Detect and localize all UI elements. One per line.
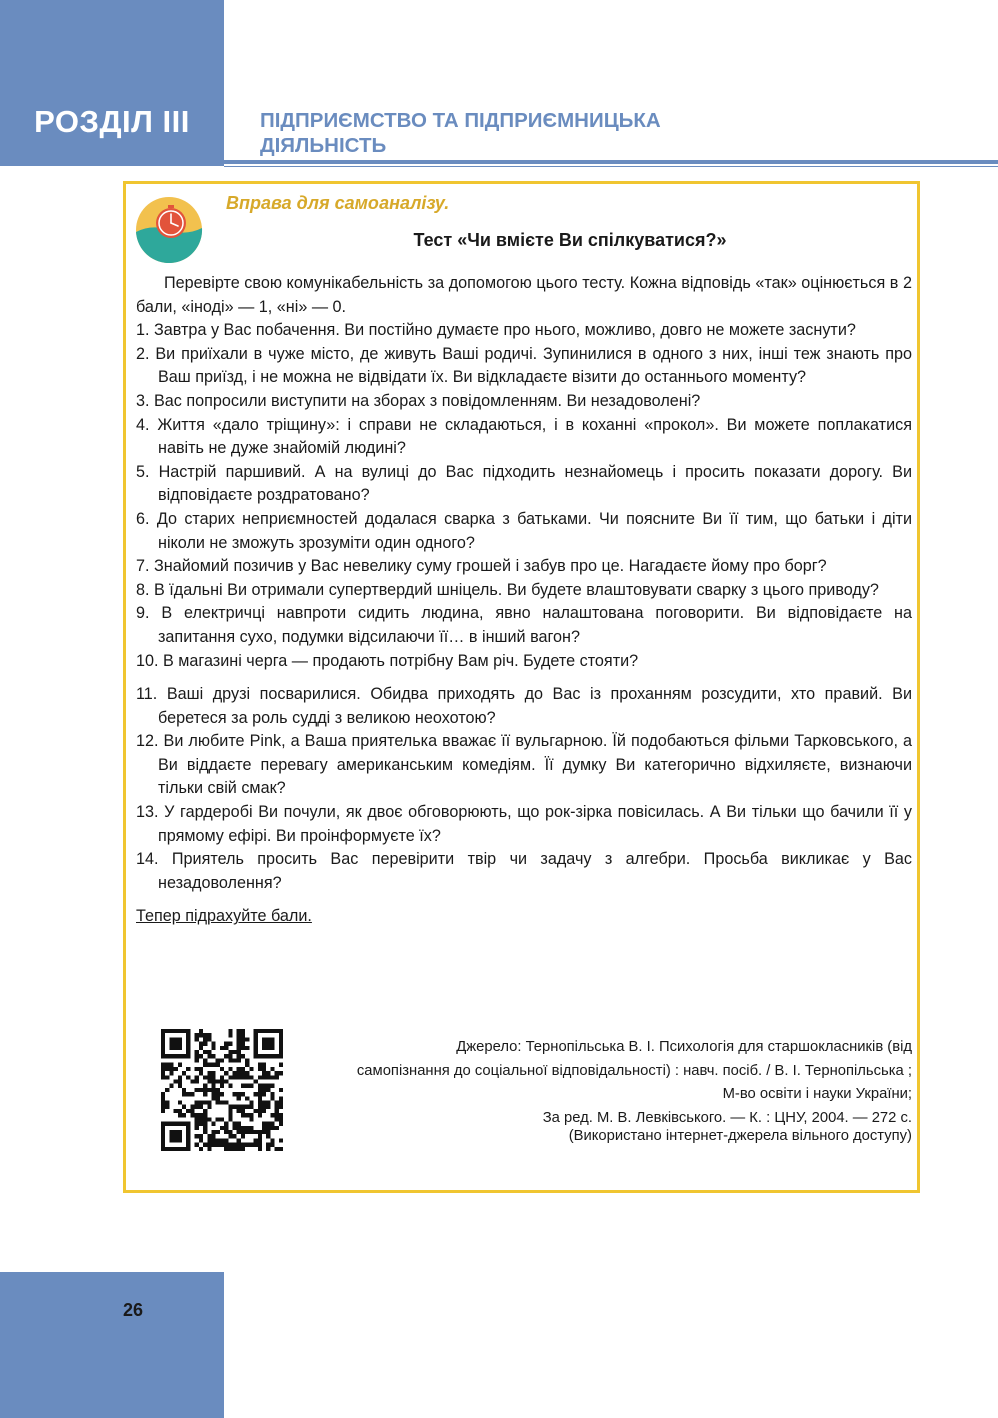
question-item: 13. У гардеробі Ви почули, як двоє обговорюють, що рок-зірка повісилась. А Ви тільки що бачили її у прямому ефірі. Ви проінформуєте їх? bbox=[136, 803, 912, 845]
question-item: 12. Ви любите Pink, а Ваша приятелька вважає її вульгарною. Їй подобаються фільми Тарковського, а Ви віддаєте перевагу американським комедіям. Її думку Ви категорично відхиляєте, визнаючи тільки свій смак? bbox=[136, 732, 912, 798]
header-band bbox=[0, 0, 224, 166]
question-item: 14. Приятель просить Вас перевірити твір чи задачу з алгебри. Просьба викликає у Вас незадоволення? bbox=[136, 850, 912, 892]
source-line: самопізнання до соціальної відповідальності) : навч. посіб. / В. І. Тернопільська ; bbox=[356, 1062, 912, 1079]
test-intro: Перевірте свою комунікабельність за допомогою цього тесту. Кожна відповідь «так» оцінюється в 2 бали, «іноді» — 1, «ні» — 0. bbox=[136, 274, 912, 316]
test-title: Тест «Чи вмієте Ви спілкуватися?» bbox=[413, 230, 727, 250]
question-item: 5. Настрій паршивий. А на вулиці до Вас підходить незнайомець і просить показати дорогу. Ви відповідаєте роздратовано? bbox=[136, 462, 912, 505]
section-label: РОЗДІЛ III bbox=[34, 104, 190, 139]
header-rule-thin bbox=[224, 166, 998, 167]
chapter-title-line2: ДІЯЛЬНІСТЬ bbox=[260, 134, 387, 157]
question-item: 7. Знайомий позичив у Вас невелику суму грошей і забув про це. Нагадаєте йому про борг? bbox=[136, 557, 827, 576]
qr-code[interactable] bbox=[161, 1029, 283, 1151]
test-content bbox=[136, 272, 912, 929]
question-item: 10. В магазині черга — продають потрібну Вам річ. Будете стояти? bbox=[136, 651, 639, 670]
source-line: Джерело: Тернопільська В. І. Психологія для старшокласників (від bbox=[456, 1039, 912, 1055]
question-item: 9. В електричці навпроти сидить людина, явно налаштована поговорити. Ви відповідаєте на запитання сухо, подумки відсилаючи її… в інший вагон? bbox=[136, 604, 912, 646]
scoring-instruction: Тепер підрахуйте бали. bbox=[136, 907, 312, 926]
chapter-title-line1: ПІДПРИЄМСТВО ТА ПІДПРИЄМНИЦЬКА bbox=[260, 109, 661, 132]
question-item: 2. Ви приїхали в чуже місто, де живуть Ваші родичі. Зупинилися в одного з них, інші теж знають про Ваш приїзд, і не можна не відвідати їх. Ви відкладаєте візити до останнього моменту? bbox=[136, 344, 912, 387]
source-line: За ред. М. В. Левківського. — К. : ЦНУ, 2004. — 272 с. bbox=[542, 1109, 912, 1126]
question-item: 3. Вас попросили виступити на зборах з повідомленням. Ви незадоволені? bbox=[136, 391, 701, 410]
question-item: 8. В їдальні Ви отримали супертвердий шніцель. Ви будете влаштовувати сварку з цього приводу? bbox=[136, 580, 879, 599]
question-item: 4. Життя «дало тріщину»: і справи не складаються, і в коханні «прокол». Ви можете поплакатися навіть не дуже знайомій людині? bbox=[136, 415, 912, 458]
source-citation bbox=[300, 1036, 912, 1130]
chapter-title bbox=[260, 108, 820, 158]
header-rule bbox=[224, 160, 998, 164]
footer-band bbox=[0, 1272, 224, 1418]
source-note: (Використано інтернет-джерела вільного доступу) bbox=[568, 1128, 912, 1144]
exercise-label: Вправа для самоаналізу. bbox=[226, 193, 450, 213]
page-number: 26 bbox=[123, 1300, 144, 1320]
clock-icon bbox=[135, 196, 203, 264]
question-item: 11. Ваші друзі посварилися. Обидва приходять до Вас із проханням розсудити, хто правий. Ви беретеся за роль судді з великою неохотою? bbox=[136, 685, 912, 727]
source-line: М-во освіти і науки України; bbox=[722, 1086, 912, 1102]
question-item: 1. Завтра у Вас побачення. Ви постійно думаєте про нього, можливо, довго не можете заснути? bbox=[136, 321, 856, 340]
question-item: 6. До старих неприємностей додалася сварка з батьками. Чи поясните Ви її тим, що батьки і діти ніколи не зможуть зрозуміти один одного? bbox=[136, 509, 912, 552]
